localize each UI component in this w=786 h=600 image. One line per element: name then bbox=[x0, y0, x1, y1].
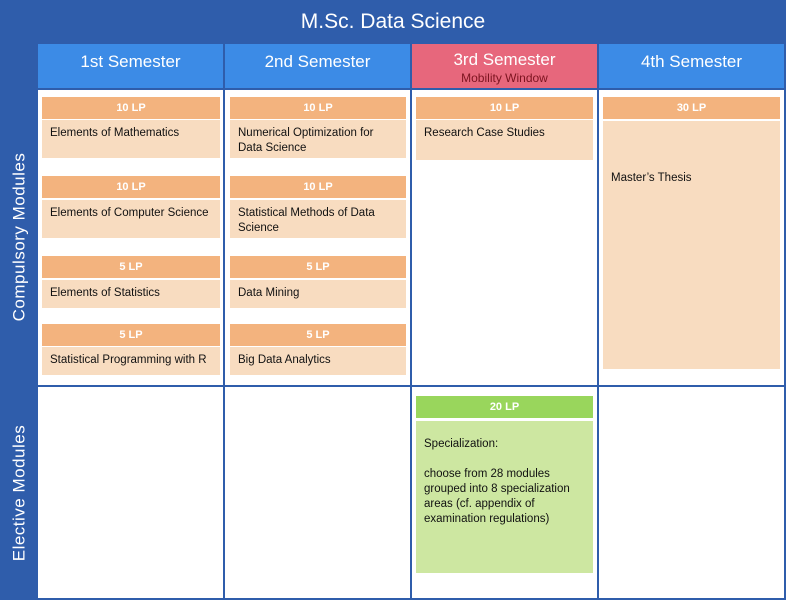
compulsory-label-text: Compulsory Modules bbox=[9, 152, 28, 321]
page-title: M.Sc. Data Science bbox=[300, 10, 486, 33]
module-box: Statistical Programming with R bbox=[42, 347, 220, 375]
module-box: Data Mining bbox=[230, 280, 406, 308]
mobility-window-label: Mobility Window bbox=[461, 71, 548, 85]
credit-badge: 5 LP bbox=[42, 256, 220, 278]
credit-badge: 20 LP bbox=[416, 396, 593, 418]
credit-badge: 5 LP bbox=[42, 324, 220, 346]
credit-badge: 10 LP bbox=[42, 97, 220, 119]
thesis-box: Master’s Thesis bbox=[603, 121, 780, 369]
semester-header-1 bbox=[38, 44, 223, 88]
semester-header-2 bbox=[225, 44, 410, 88]
credit-badge: 10 LP bbox=[42, 176, 220, 198]
module-box: Big Data Analytics bbox=[230, 347, 406, 375]
credit-badge: 10 LP bbox=[416, 97, 593, 119]
specialization-heading: Specialization: bbox=[424, 438, 499, 450]
elective-label bbox=[0, 387, 38, 598]
specialization-description: choose from 28 modules grouped into 8 specialization areas (cf. appendix of examination regulations) bbox=[424, 468, 570, 525]
semester-name: 3rd Semester bbox=[453, 50, 556, 69]
module-box: Elements of Computer Science bbox=[42, 200, 220, 238]
specialization-box bbox=[416, 421, 593, 573]
elective-label-text: Elective Modules bbox=[9, 424, 29, 561]
credit-badge: 5 LP bbox=[230, 324, 406, 346]
elective-cell-sem1 bbox=[38, 387, 223, 598]
semester-name: 2nd Semester bbox=[264, 52, 371, 71]
credit-badge: 10 LP bbox=[230, 97, 406, 119]
module-box: Numerical Optimization for Data Science bbox=[230, 120, 406, 158]
semester-name: 4th Semester bbox=[640, 52, 743, 71]
module-box: Research Case Studies bbox=[416, 120, 593, 160]
module-box: Elements of Mathematics bbox=[42, 120, 220, 158]
elective-cell-sem4 bbox=[599, 387, 784, 598]
elective-cell-sem2 bbox=[225, 387, 410, 598]
credit-badge: 10 LP bbox=[230, 176, 406, 198]
module-box: Statistical Methods of Data Science bbox=[230, 200, 406, 238]
credit-badge: 5 LP bbox=[230, 256, 406, 278]
semester-header-3 bbox=[412, 44, 597, 88]
credit-badge: 30 LP bbox=[603, 97, 780, 119]
semester-name: 1st Semester bbox=[80, 52, 181, 71]
semester-header-4 bbox=[599, 44, 784, 88]
module-box: Elements of Statistics bbox=[42, 280, 220, 308]
compulsory-label bbox=[0, 88, 38, 385]
spacer bbox=[424, 452, 585, 467]
